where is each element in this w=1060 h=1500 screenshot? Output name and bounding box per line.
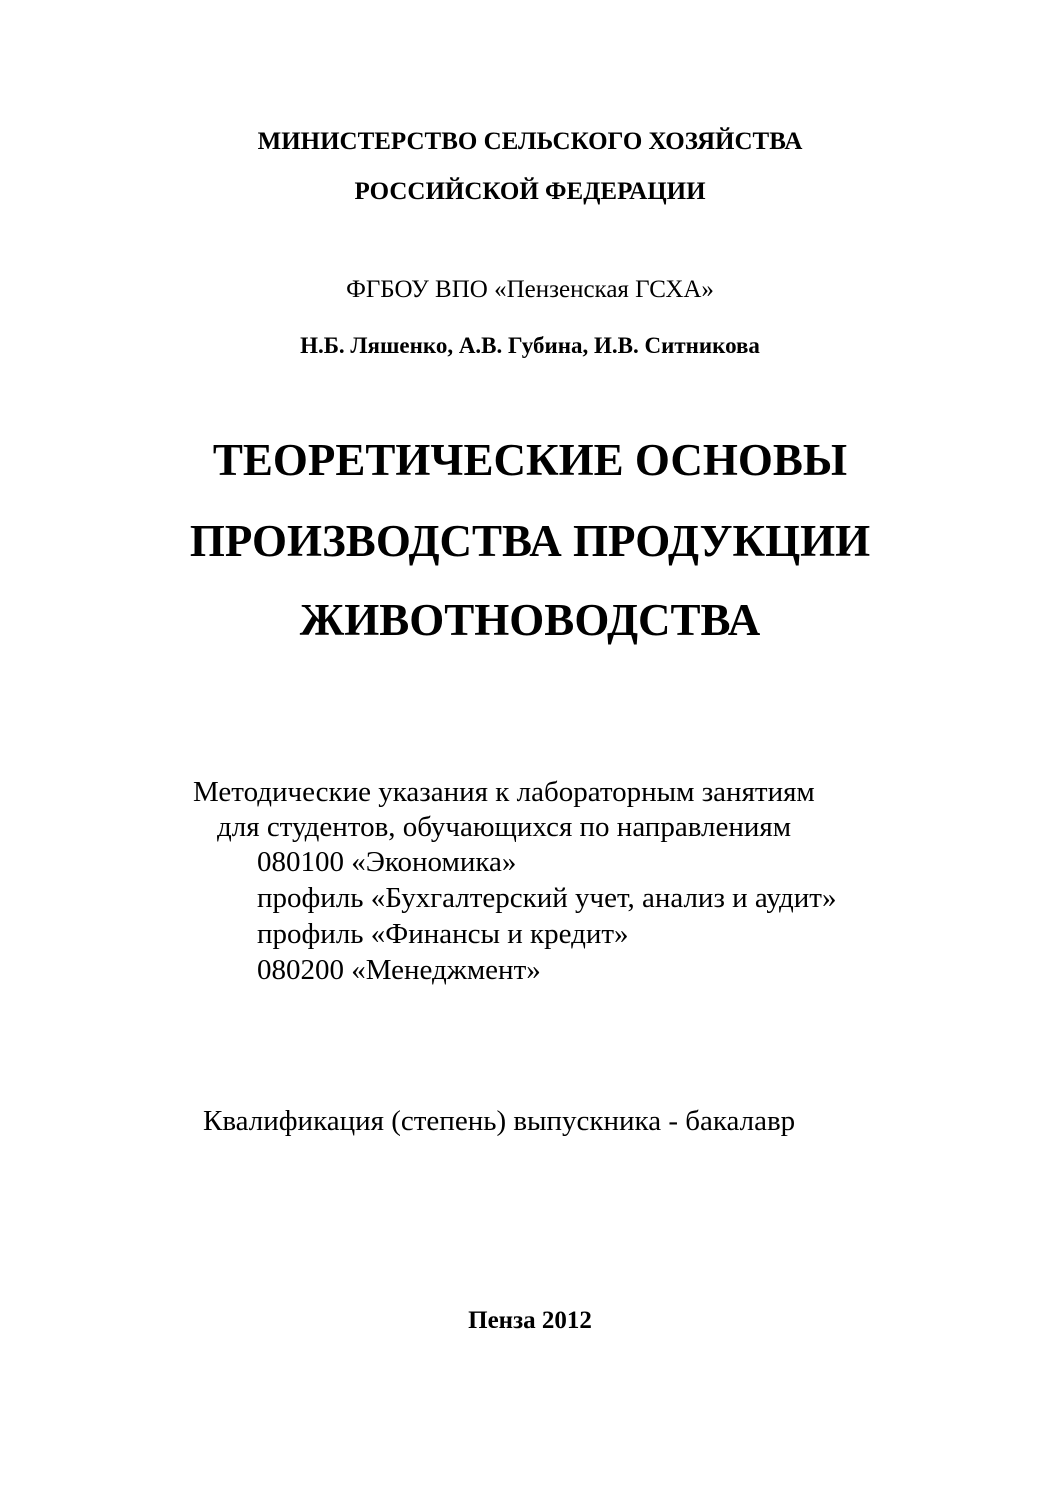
institution: ФГБОУ ВПО «Пензенская ГСХА» [346,276,714,303]
authors: Н.Б. Ляшенко, А.В. Губина, И.В. Ситникова [300,333,760,358]
description-line: профиль «Финансы и кредит» [257,918,629,950]
description-line: 080100 «Экономика» [257,846,517,878]
document-title-line-2: ПРОИЗВОДСТВА ПРОДУКЦИИ [189,516,871,566]
description-line: Методические указания к лабораторным занятиям [193,776,815,808]
document-title-line-3: ЖИВОТНОВОДСТВА [299,595,761,645]
ministry-line-2: РОССИЙСКОЙ ФЕДЕРАЦИИ [354,178,706,205]
document-title-line-1: ТЕОРЕТИЧЕСКИЕ ОСНОВЫ [212,435,848,485]
ministry-line-1: МИНИСТЕРСТВО СЕЛЬСКОГО ХОЗЯЙСТВА [257,128,803,155]
description-line: для студентов, обучающихся по направлениям [217,811,792,843]
description-line: профиль «Бухгалтерский учет, анализ и аудит» [257,882,837,914]
description-line: 080200 «Менеджмент» [257,954,541,986]
city-year: Пенза 2012 [468,1307,592,1334]
qualification: Квалификация (степень) выпускника - бакалавр [203,1105,796,1137]
